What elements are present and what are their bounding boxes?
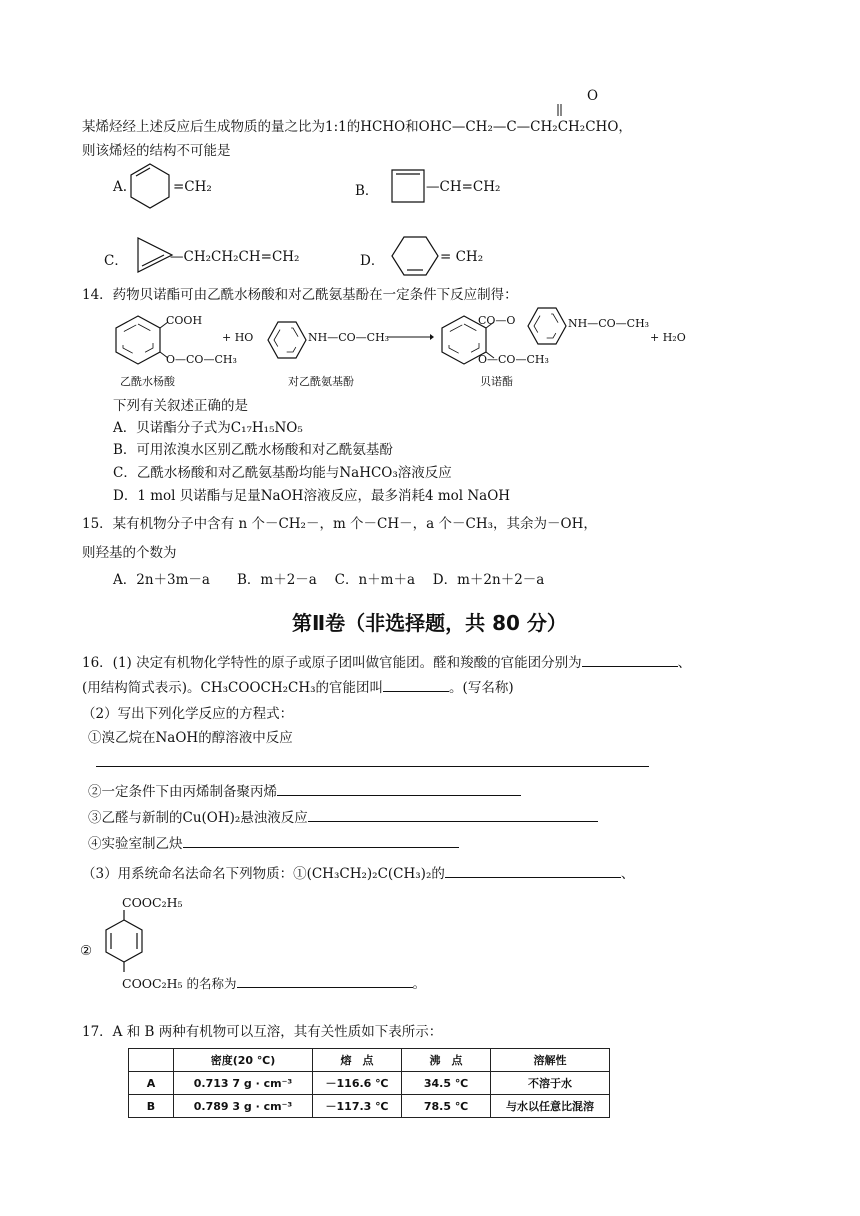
- carbonyl-o-label: O: [587, 88, 599, 104]
- cyclobutene-ring-b: [388, 166, 428, 206]
- q13-stem-line2: 则该烯烃的结构不可能是: [82, 143, 231, 159]
- q14-prompt: 下列有关叙述正确的是: [113, 398, 248, 414]
- table-header-boiling-point: 沸 点: [402, 1049, 491, 1072]
- plus-h2o-label: + H₂O: [650, 331, 686, 344]
- q14-option-a: A．贝诺酯分子式为C₁₇H₁₅NO₅: [113, 420, 303, 436]
- q14-option-b: B．可用浓溴水区别乙酰水杨酸和对乙酰氨基酚: [113, 442, 393, 458]
- reaction-arrow: [388, 330, 434, 344]
- q13-option-a-label: A.: [113, 179, 128, 195]
- table-header-solubility: 溶解性: [491, 1049, 610, 1072]
- q16-reaction-4: ④实验室制乙炔: [88, 836, 183, 852]
- properties-table: [128, 1048, 610, 1118]
- q16-part2-heading: （2）写出下列化学反应的方程式：: [82, 706, 294, 722]
- nh-co-ch3-label-2: NH—CO—CH₃: [568, 317, 650, 330]
- q16-reaction-3: ③乙醛与新制的Cu(OH)₂悬浊液反应: [88, 810, 308, 826]
- q15-stem-line1: 15．某有机物分子中含有 n 个－CH₂－，m 个－CH－，a 个－CH₃，其余为－OH，: [82, 516, 597, 532]
- answer-blank-reaction-3[interactable]: [308, 809, 598, 822]
- q16-part1b-text: (用结构简式表示)。CH₃COOCH₂CH₃的官能团叫: [82, 680, 384, 696]
- answer-blank-functional-groups[interactable]: [582, 654, 678, 667]
- q16-part1-line1: [82, 651, 691, 671]
- q16-part3-line: [82, 862, 634, 882]
- q14-option-d: D．1 mol 贝诺酯与足量NaOH溶液反应，最多消耗4 mol NaOH: [113, 488, 511, 504]
- cooc2h5-top-label: COOC₂H₅: [122, 895, 183, 910]
- q14-stem: 14．药物贝诺酯可由乙酰水杨酸和对乙酰氨基酚在一定条件下反应制得：: [82, 287, 518, 303]
- circled-two-label: ②: [80, 943, 93, 959]
- q13-option-b-label: B．: [355, 183, 379, 199]
- q13-option-c-text: —CH₂CH₂CH=CH₂: [170, 249, 300, 265]
- table-cell: －117.3 ℃: [313, 1095, 402, 1118]
- table-header-row: [129, 1049, 610, 1072]
- answer-blank-reaction-2[interactable]: [277, 783, 521, 796]
- answer-blank-name-2[interactable]: [237, 975, 413, 988]
- section-2-title: 第Ⅱ卷（非选择题，共 80 分）: [292, 611, 567, 635]
- q16-name-line: [122, 972, 426, 992]
- q16-part1-text: 16．(1) 决定有机物化学特性的原子或原子团叫做官能团。醛和羧酸的官能团分别为: [82, 655, 582, 671]
- plus-ho-label: + HO: [222, 331, 254, 344]
- table-cell: 34.5 ℃: [402, 1072, 491, 1095]
- answer-line-reaction-1[interactable]: [96, 766, 649, 767]
- ococh3-label-2: O—CO—CH₃: [478, 353, 549, 366]
- table-cell: 不溶于水: [491, 1072, 610, 1095]
- answer-blank-reaction-4[interactable]: [183, 835, 459, 848]
- q17-stem: 17．A 和 B 两种有机物可以互溶，其有关性质如下表所示：: [82, 1024, 443, 1040]
- table-cell: 0.789 3 g · cm⁻³: [174, 1095, 313, 1118]
- name-benorilate: 贝诺酯: [480, 375, 513, 388]
- q13-option-d-text: = CH₂: [440, 249, 484, 265]
- q15-options: A．2n＋3m－a B．m＋2－a C．n＋m＋a D．m＋2n＋2－a: [113, 572, 545, 588]
- q16-reaction-1: ①溴乙烷在NaOH的醇溶液中反应: [88, 730, 293, 746]
- q13-option-b-text: —CH=CH₂: [426, 179, 501, 195]
- answer-blank-name-1[interactable]: [445, 865, 621, 878]
- answer-blank-ester-group[interactable]: [383, 679, 449, 692]
- cyclohexene-ring-a: [128, 162, 176, 210]
- q16-reaction-3-line: [88, 806, 598, 826]
- table-cell: 78.5 ℃: [402, 1095, 491, 1118]
- table-cell: A: [129, 1072, 174, 1095]
- q16-name-end: 。: [412, 976, 427, 992]
- q16-reaction-4-line: [88, 832, 459, 852]
- benzene-ring-paracetamol: [262, 318, 310, 362]
- name-aspirin: 乙酰水杨酸: [120, 375, 175, 388]
- q13-option-d-label: D．: [360, 253, 385, 269]
- ococh3-label-1: O—CO—CH₃: [166, 353, 237, 366]
- q16-part1-end: 、: [677, 655, 692, 671]
- q15-stem-line2: 则羟基的个数为: [82, 545, 177, 561]
- name-paracetamol: 对乙酰氨基酚: [288, 375, 354, 388]
- cyclohexene-ring-d: [390, 234, 446, 278]
- cooc2h5-bottom-label: COOC₂H₅ 的名称为: [122, 976, 237, 991]
- table-row: [129, 1072, 610, 1095]
- q13-option-a-text: =CH₂: [173, 179, 212, 195]
- q16-part3-text: （3）用系统命名法命名下列物质：①(CH₃CH₂)₂C(CH₃)₂的: [82, 866, 445, 882]
- table-cell: －116.6 ℃: [313, 1072, 402, 1095]
- co-o-label: CO—O: [478, 314, 516, 327]
- q14-option-c: C．乙酰水杨酸和对乙酰氨基酚均能与NaHCO₃溶液反应: [113, 465, 452, 481]
- q13-stem-line1: 某烯烃经上述反应后生成物质的量之比为1:1的HCHO和OHC—CH₂—C—CH₂CH₂CHO，: [82, 119, 632, 135]
- table-cell: B: [129, 1095, 174, 1118]
- table-cell: 0.713 7 g · cm⁻³: [174, 1072, 313, 1095]
- q16-reaction-2: ②一定条件下由丙烯制备聚丙烯: [88, 784, 277, 800]
- q16-reaction-2-line: [88, 780, 521, 800]
- para-benzene-ring: [100, 910, 148, 972]
- q13-option-c-label: C．: [104, 253, 128, 269]
- q16-part1-line2: [82, 676, 514, 696]
- q16-part3-end: 、: [620, 866, 635, 882]
- nh-co-ch3-label-1: NH—CO—CH₃: [308, 331, 390, 344]
- table-header-density: 密度(20 ℃): [174, 1049, 313, 1072]
- benzene-ring-aspirin: [110, 312, 170, 372]
- table-header-melting-point: 熔 点: [313, 1049, 402, 1072]
- table-row: [129, 1095, 610, 1118]
- benzene-ring-benorilate-2: [522, 304, 570, 348]
- table-header-cell: [129, 1049, 174, 1072]
- q16-part1b-end: 。(写名称): [449, 680, 514, 696]
- cooh-label: COOH: [166, 314, 203, 327]
- table-cell: 与水以任意比混溶: [491, 1095, 610, 1118]
